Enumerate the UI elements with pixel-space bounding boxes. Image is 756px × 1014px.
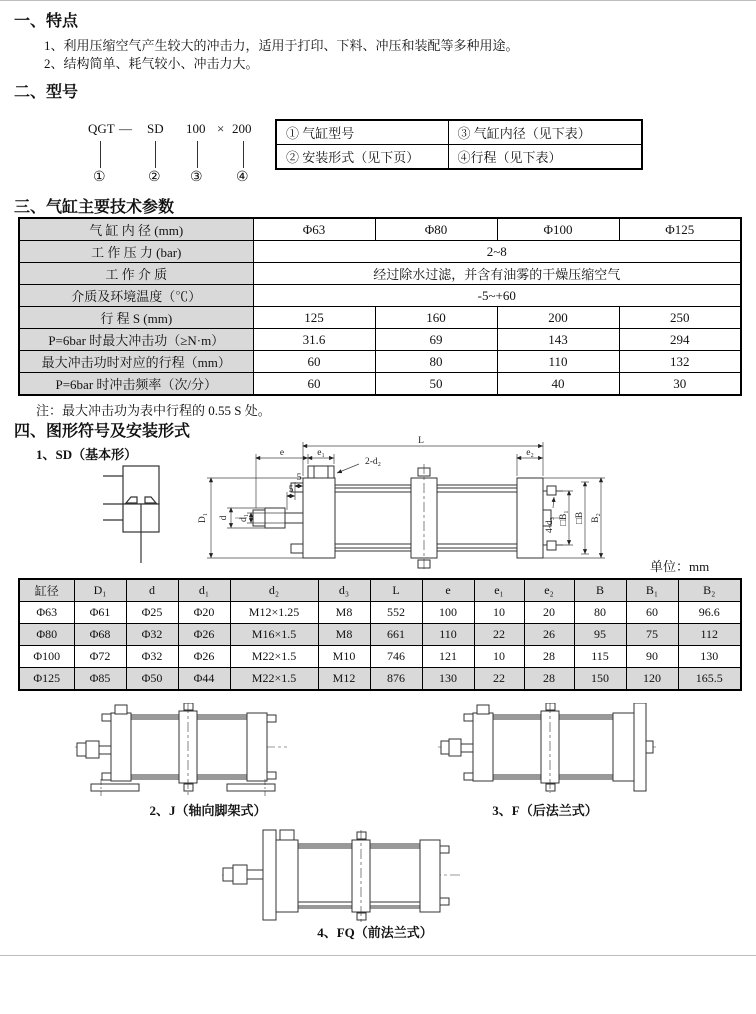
circled-number: ① [93, 170, 106, 185]
dims-cell: Φ20 [178, 602, 230, 624]
dim-label-d: d [219, 515, 229, 521]
circled-number: ② [148, 170, 161, 185]
dims-header-cell: D₁ [74, 579, 126, 602]
spec-value-cell: 250 [619, 307, 741, 329]
dims-cell: 90 [626, 646, 678, 668]
page-top-rule [0, 0, 756, 1]
dims-header-cell: L [370, 579, 422, 602]
dims-cell: M12 [318, 668, 370, 691]
dims-cell: 100 [422, 602, 474, 624]
table-row [276, 145, 642, 170]
spec-value-cell: 200 [497, 307, 619, 329]
spec-label-cell: P=6bar 时最大冲击功（≥N·m） [19, 329, 253, 351]
dims-cell: 121 [422, 646, 474, 668]
legend-cell: ① 气缸型号 [276, 120, 448, 145]
model-legend-table [275, 119, 643, 170]
spec-value-cell: 30 [619, 373, 741, 396]
spec-value-cell: 125 [253, 307, 375, 329]
model-heading: 二、型号 [14, 84, 79, 101]
sd-dimension-drawing [195, 430, 660, 578]
dims-cell: Φ32 [126, 646, 178, 668]
dims-cell: M16×1.5 [230, 624, 318, 646]
table-row [19, 624, 741, 646]
table-row [19, 668, 741, 691]
dims-header-cell: e [422, 579, 474, 602]
model-code-stroke: 200 [232, 121, 252, 136]
dims-header-cell: d [126, 579, 178, 602]
dims-cell: M22×1.5 [230, 646, 318, 668]
table-row [276, 120, 642, 145]
page-bottom-rule [0, 955, 756, 956]
model-code-times: × [217, 121, 225, 136]
unit-label: 单位：mm [650, 559, 710, 574]
dims-cell: 22 [474, 668, 524, 691]
drawing-caption: 3、F（后法兰式） [492, 803, 598, 818]
dims-header-cell: B [574, 579, 626, 602]
fq-mount-drawing [222, 822, 487, 927]
dim-label-e1: e₁ [317, 448, 325, 458]
dims-cell: 22 [474, 624, 524, 646]
j-mount-drawing [75, 703, 290, 798]
spec-label-cell: 气 缸 内 径 (mm) [19, 218, 253, 241]
spec-value-cell: 31.6 [253, 329, 375, 351]
spec-label-cell: 工 作 压 力 (bar) [19, 241, 253, 263]
dims-cell: Φ80 [19, 624, 74, 646]
dim-label-e2: e₂ [526, 448, 534, 458]
spec-value-cell: 50 [375, 373, 497, 396]
spec-value-cell: 60 [253, 373, 375, 396]
circled-number: ③ [190, 170, 203, 185]
spec-value-cell: 294 [619, 329, 741, 351]
dims-cell: Φ61 [74, 602, 126, 624]
dims-cell: 95 [574, 624, 626, 646]
model-code-dash: — [119, 121, 132, 136]
dimensions-table [18, 578, 742, 691]
dims-cell: M10 [318, 646, 370, 668]
spec-value-cell: 60 [253, 351, 375, 373]
drawing-caption: 2、J（轴向脚架式） [149, 803, 267, 818]
spec-value-cell: Φ80 [375, 218, 497, 241]
feature-item: 2、结构简单、耗气较小、冲击力大。 [44, 56, 259, 71]
legend-cell: ③ 气缸内径（见下表） [448, 120, 642, 145]
dims-header-cell: e₁ [474, 579, 524, 602]
dims-header-cell: B₁ [626, 579, 678, 602]
dims-cell: Φ125 [19, 668, 74, 691]
dim-label-e: e [279, 448, 285, 458]
dims-cell: Φ100 [19, 646, 74, 668]
dims-cell: 120 [626, 668, 678, 691]
sd-basic-label: 1、SD（基本形） [36, 447, 138, 462]
dim-label-4-d3: 4-d₃ [545, 517, 555, 533]
dims-header-cell: d₃ [318, 579, 370, 602]
dims-cell: Φ25 [126, 602, 178, 624]
spec-label-cell: 工 作 介 质 [19, 263, 253, 285]
circled-number: ④ [236, 170, 249, 185]
spec-value-cell: 143 [497, 329, 619, 351]
dims-cell: 10 [474, 602, 524, 624]
dims-cell: 165.5 [678, 668, 741, 691]
specs-table [18, 217, 742, 396]
spec-label-cell: 最大冲击功时对应的行程（mm） [19, 351, 253, 373]
dims-cell: M8 [318, 624, 370, 646]
note-text: 注：最大冲击功为表中行程的 0.55 S 处。 [36, 403, 271, 418]
mounting-heading: 四、图形符号及安装形式 [14, 423, 191, 440]
table-row [19, 602, 741, 624]
dims-cell: Φ26 [178, 624, 230, 646]
spec-value-cell: 132 [619, 351, 741, 373]
feature-item: 1、利用压缩空气产生较大的冲击力，适用于打印、下料、冲压和装配等多种用途。 [44, 38, 519, 53]
dims-cell: 130 [678, 646, 741, 668]
dims-cell: 75 [626, 624, 678, 646]
dims-cell: M22×1.5 [230, 668, 318, 691]
table-row [19, 263, 741, 285]
pneumatic-symbol-drawing [95, 460, 175, 568]
dims-cell: 80 [574, 602, 626, 624]
table-row [19, 218, 741, 241]
dims-cell: M8 [318, 602, 370, 624]
dim-label-L: L [418, 436, 424, 446]
dim-label-B1: □B₁ [559, 510, 569, 526]
spec-value-cell: 2~8 [253, 241, 741, 263]
dims-cell: 28 [524, 646, 574, 668]
legend-cell: ④行程（见下表） [448, 145, 642, 170]
dims-cell: 746 [370, 646, 422, 668]
dims-cell: 60 [626, 602, 678, 624]
spec-value-cell: Φ125 [619, 218, 741, 241]
spec-value-cell: Φ63 [253, 218, 375, 241]
dims-cell: 26 [524, 624, 574, 646]
dims-cell: 10 [474, 646, 524, 668]
dim-label-D1: D₁ [198, 512, 208, 524]
spec-value-cell: 40 [497, 373, 619, 396]
spec-label-cell: 行 程 S (mm) [19, 307, 253, 329]
dims-cell: Φ72 [74, 646, 126, 668]
dims-cell: 552 [370, 602, 422, 624]
dims-cell: 96.6 [678, 602, 741, 624]
dims-header-cell: e₂ [524, 579, 574, 602]
dims-cell: 150 [574, 668, 626, 691]
dims-cell: 661 [370, 624, 422, 646]
dims-cell: 130 [422, 668, 474, 691]
spec-value-cell: 80 [375, 351, 497, 373]
model-connector-line [243, 141, 244, 168]
dims-cell: 28 [524, 668, 574, 691]
dim-label-5: 5 [288, 485, 294, 495]
dims-header-cell: d₁ [178, 579, 230, 602]
table-row [19, 351, 741, 373]
spec-label-cell: 介质及环境温度（℃） [19, 285, 253, 307]
dims-header-cell: 缸径 [19, 579, 74, 602]
model-connector-line [100, 141, 101, 168]
table-row [19, 373, 741, 396]
dim-label-2-d2: 2-d₂ [365, 457, 381, 467]
dims-cell: M12×1.25 [230, 602, 318, 624]
spec-value-cell: 经过除水过滤，并含有油雾的干燥压缩空气 [253, 263, 741, 285]
dims-cell: 110 [422, 624, 474, 646]
model-connector-line [155, 141, 156, 168]
model-connector-line [197, 141, 198, 168]
dims-cell: Φ63 [19, 602, 74, 624]
dims-cell: Φ68 [74, 624, 126, 646]
table-row [19, 285, 741, 307]
model-code-series: QGT [88, 121, 115, 136]
dims-header-cell: d₂ [230, 579, 318, 602]
dims-cell: 20 [524, 602, 574, 624]
table-row [19, 329, 741, 351]
specs-heading: 三、气缸主要技术参数 [14, 199, 175, 216]
dims-cell: Φ26 [178, 646, 230, 668]
model-code-bore: 100 [186, 121, 206, 136]
dims-cell: Φ32 [126, 624, 178, 646]
spec-value-cell: Φ100 [497, 218, 619, 241]
dim-label-B: □B [575, 511, 585, 525]
dims-header-cell: B₂ [678, 579, 741, 602]
f-mount-drawing [438, 703, 658, 795]
dims-cell: 876 [370, 668, 422, 691]
dim-label-B2: B₂ [591, 513, 601, 523]
table-row [19, 241, 741, 263]
spec-value-cell: -5~+60 [253, 285, 741, 307]
dims-cell: Φ85 [74, 668, 126, 691]
features-heading: 一、特点 [14, 13, 79, 30]
spec-label-cell: P=6bar 时冲击频率（次/分） [19, 373, 253, 396]
dims-cell: 112 [678, 624, 741, 646]
legend-cell: ② 安装形式（见下页） [276, 145, 448, 170]
table-row [19, 579, 741, 602]
dims-cell: Φ50 [126, 668, 178, 691]
dims-cell: 115 [574, 646, 626, 668]
dim-label-d1: d₁ [239, 513, 249, 523]
dim-label-5: 5 [296, 473, 302, 483]
spec-value-cell: 110 [497, 351, 619, 373]
spec-value-cell: 160 [375, 307, 497, 329]
table-row [19, 646, 741, 668]
model-code-mount: SD [147, 121, 164, 136]
drawing-caption: 4、FQ（前法兰式） [317, 925, 433, 940]
table-row [19, 307, 741, 329]
dims-cell: Φ44 [178, 668, 230, 691]
spec-value-cell: 69 [375, 329, 497, 351]
